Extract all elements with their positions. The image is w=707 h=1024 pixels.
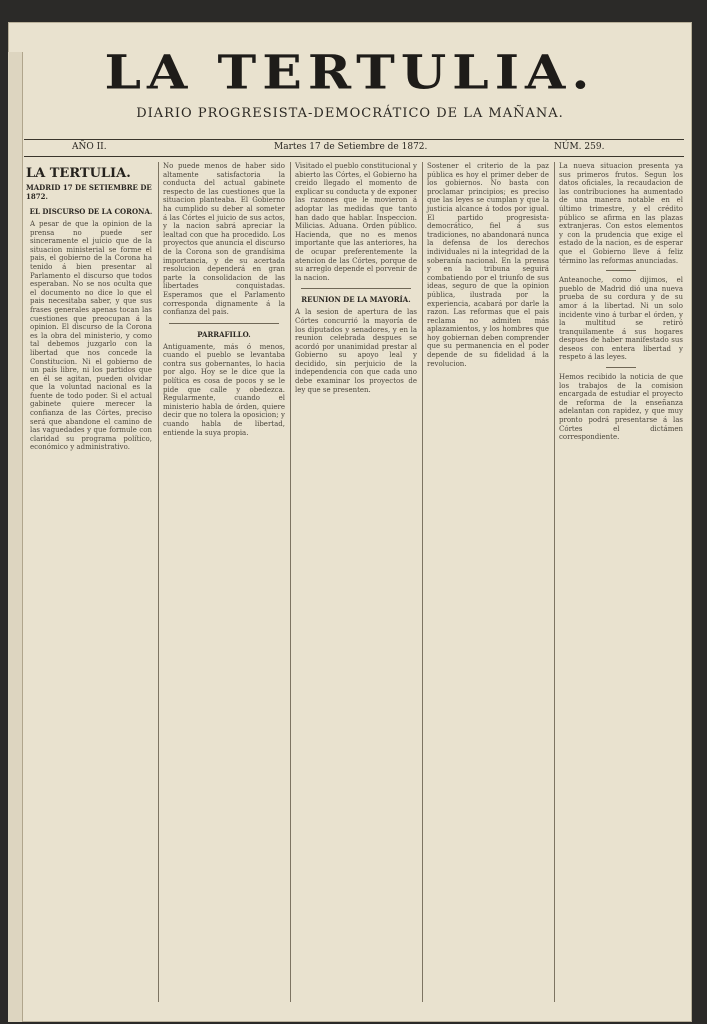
previous-page-edge	[8, 52, 23, 1022]
article-body: Visitado el pueblo constitucional y abierto las Córtes, el Gobierno ha creido llegado el momento de explicar su conducta y de exponer las razones que le movieron á adoptar las medidas que tanto han dado que hablar. Inspeccion. Milicias. Aduana. Orden público. Hacienda, que no es menos importante que las anteriores, ha de ocupar preferentemente la atencion de las Córtes, porque de su arreglo depende el porvenir de la nacion.	[295, 162, 417, 282]
issue-number: NÚM. 259.	[554, 142, 605, 152]
column-5	[554, 162, 687, 1002]
mayoria-body: A la sesion de apertura de las Córtes concurrió la mayoría de los diputados y senadores, y en la reunion celebrada despues se acordó por unanimidad prestar al Gobierno su apoyo leal y decidido, sin perjuicio de la independencia con que cada uno debe examinar los proyectos de ley que se presenten.	[295, 308, 417, 394]
column-2	[158, 162, 289, 1002]
short-divider	[606, 367, 636, 368]
issue-date: Martes 17 de Setiembre de 1872.	[274, 142, 428, 152]
short-divider	[606, 270, 636, 271]
article-body: A pesar de que la opinion de la prensa no puede ser sinceramente el juicio que de la situacion ministerial se forme el pais, el gobierno de la Corona ha tenido á bien presentar al Parlamento el discurso que todos esperaban. No se nos oculta que el documento no dice lo que el pais necesitaba saber, y que sus frases generales apenas tocan las cuestiones que preocupan á la opinion. El discurso de la Corona es la obra del ministerio, y como tal debemos juzgarlo con la libertad que nos concede la Constitucion. Ni el gobierno de un país libre, ni los partidos que en él se agitan, pueden olvidar que la voluntad nacional es la fuente de todo poder. Si el actual gabinete quiere merecer la confianza de las Córtes, preciso será que abandone el camino de las vaguedades y que formule con claridad su programa político, económico y administrativo.	[30, 220, 152, 452]
masthead	[8, 44, 692, 121]
article-body: La nueva situacion presenta ya sus primeros frutos. Segun los datos oficiales, la recaudacion de las contribuciones ha aumentado de una manera notable en el último trimestre, y el crédito público se afirma en las plazas extranjeras. Con estos elementos y con la prudencia que exige el estado de la nacion, es de esperar que el Gobierno lleve á feliz término las reformas anunciadas.	[559, 162, 683, 265]
newspaper-page	[8, 22, 692, 1022]
article-body: No puede menos de haber sido altamente satisfactoria la conducta del actual gabinete respecto de las cuestiones que la situacion planteaba. El Gobierno ha cumplido su deber al someter á las Córtes el juicio de sus actos, y la nacion sabrá apreciar la lealtad con que ha procedido. Los proyectos que anuncia el discurso de la Corona son de grandísima importancia, y de su acertada resolucion dependerá en gran parte la consolidacion de las libertades conquistadas. Esperamos que el Parlamento corresponda dignamente á la confianza del pais.	[163, 162, 285, 317]
column-4	[422, 162, 553, 1002]
issue-year: AÑO II.	[72, 142, 107, 152]
article-body: Hemos recibido la noticia de que los trabajos de la comision encargada de estudiar el proyecto de reforma de la enseñanza adelantan con rapidez, y que muy pronto podrá presentarse á las Córtes el dictámen correspondiente.	[559, 373, 683, 442]
column-3	[290, 162, 421, 1002]
mayoria-title: REUNION DE LA MAYORÍA.	[301, 295, 411, 305]
parrafillo-body: Antiguamente, más ó menos, cuando el pueblo se levantaba contra sus gobernantes, lo hacia por algo. Hoy se le dice que la política es cosa de pocos y se le pide que calle y obedezca. Regularmente, cuando el ministerio habla de órden, quiere decir que no tolera la oposicion; y cuando habla de libertad, entiende la suya propia.	[163, 342, 285, 437]
column-divider	[301, 288, 411, 289]
newspaper-title: LA TERTULIA.	[104, 45, 596, 100]
article-columns	[26, 162, 686, 1002]
column-divider	[169, 323, 279, 324]
parrafillo-title: PARRAFILLO.	[197, 329, 251, 339]
article-body: Sostener el criterio de la paz pública es hoy el primer deber de los gobiernos. No basta con proclamar principios; es preciso que las leyes se cumplan y que la justicia alcance á todos por igual. El partido progresista-democrático, fiel á sus tradiciones, no abandonará nunca la defensa de los derechos individuales ni la integridad de la soberanía nacional. En la prensa y en la tribuna seguirá combatiendo por el triunfo de sus ideas, seguro de que la opinion pública, ilustrada por la experiencia, acabará por darle la razon. Las reformas que el pais reclama no admiten más aplazamientos, y los hombres que hoy gobiernan deben comprender que su permanencia en el poder depende de su fidelidad á la revolucion.	[427, 162, 549, 368]
column-1	[26, 162, 156, 1002]
article-title-discurso: EL DISCURSO DE LA CORONA.	[29, 207, 153, 216]
dateline: MADRID 17 DE SETIEMBRE DE 1872.	[26, 183, 152, 201]
newspaper-subtitle: DIARIO PROGRESISTA-DEMOCRÁTICO DE LA MAÑANA.	[136, 106, 564, 121]
article-body: Anteanoche, como dijimos, el pueblo de Madrid dió una nueva prueba de su cordura y de su amor á la libertad. Ni un solo incidente vino á turbar el órden, y la multitud se retiró tranquilamente á sus hogares despues de haber manifestado sus deseos con entera libertad y respeto á las leyes.	[559, 276, 683, 362]
issue-info-bar	[24, 139, 684, 157]
section-title: LA TERTULIA.	[26, 166, 131, 181]
